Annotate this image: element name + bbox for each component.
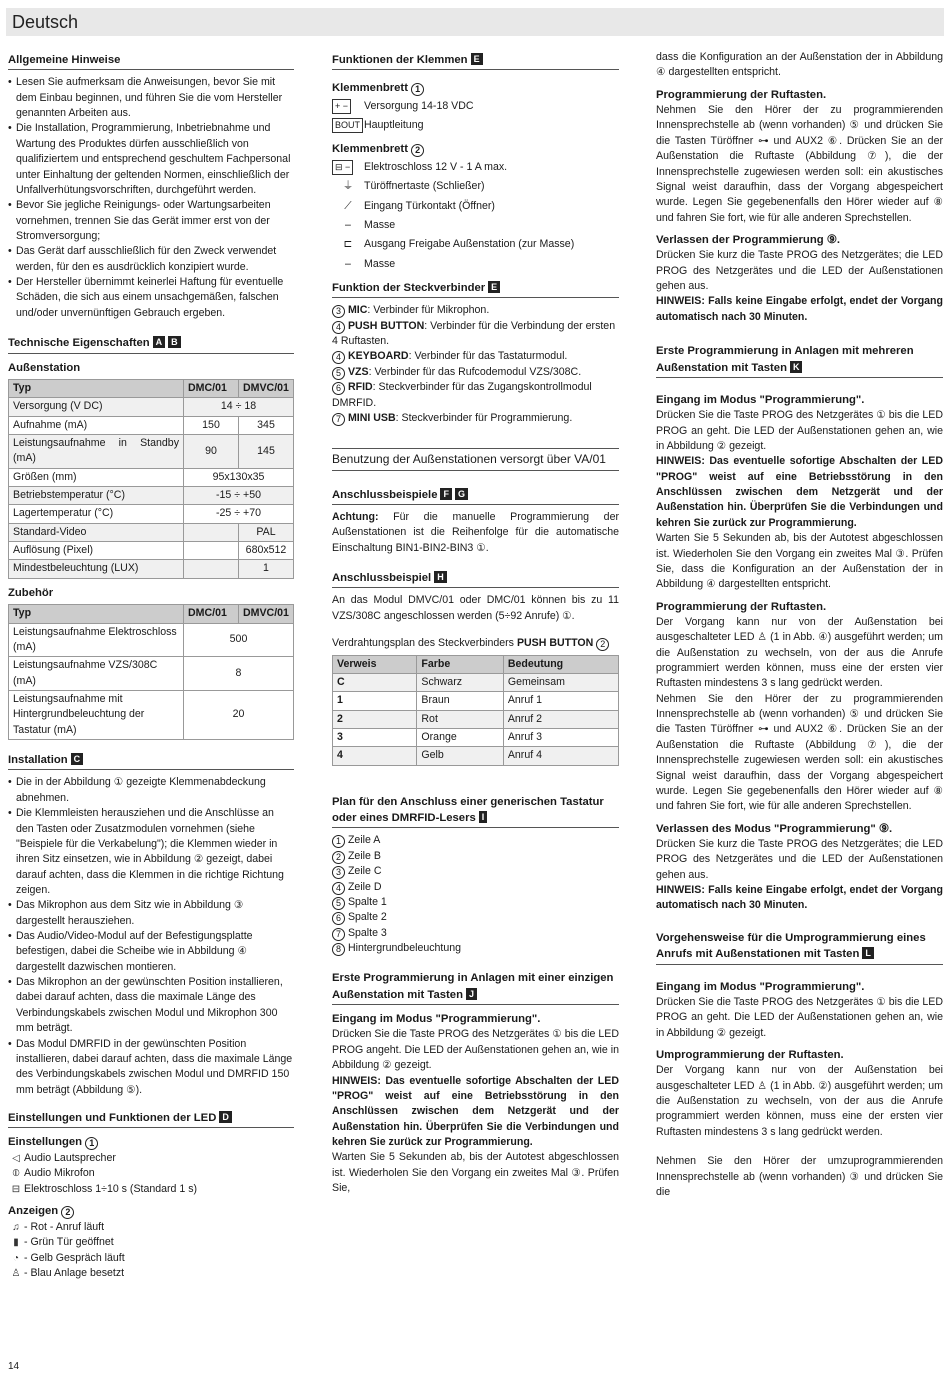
- install-list: [8, 775, 294, 1098]
- speech-icon: ◔: [12, 1252, 20, 1264]
- paragraph: Drücken Sie die Taste PROG des Netzgerätes ① bis die LED PROG an geht. Die LED der Außenstationen gehen an, wie in Abbildung ② gezeigt.: [656, 409, 943, 452]
- subsection-title: Klemmenbrett 2: [332, 141, 619, 157]
- table-row: + − Versorgung 14-18 VDC: [332, 97, 619, 116]
- table-row: BOUT Hauptleitung: [332, 116, 619, 135]
- steck-item: 6 RFID: Steckverbinder für das Zugangskontrollmodul DMRFID.: [332, 381, 592, 409]
- plan-caption: Verdrahtungsplan des Steckverbinders PUSH BUTTON 2: [332, 636, 619, 651]
- hinweis-text: HINWEIS: Das eventuelle sofortige Abschalten der LED "PROG" weist auf eine Betriebsstörung in den Anschlüssen zwischen dem Netzgerät und der Außenstation hin. Überprüfen Sie die Verbindungen und kehren Sie zurück zur Programmierung.: [332, 1074, 619, 1148]
- tast-item: 6 Spalte 2: [332, 910, 619, 925]
- subsection-title: Anzeigen 2: [8, 1203, 294, 1219]
- list-item: • Das Mikrophon an der gewünschten Position installieren, dabei darauf achten, dass die maximale Länge des Verbindungskabels zwischen Modul und Mikrophon 300 mm beträgt.: [8, 975, 294, 1036]
- steck-item: 4 KEYBOARD: Verbinder für das Tastaturmodul.: [332, 349, 619, 364]
- column-2: [332, 52, 619, 1196]
- paragraph: Drücken Sie kurz die Taste PROG des Netzgerätes; die LED PROG des Netzgerätes und die LED der Außenstationen gehen aus.: [656, 838, 943, 881]
- table-row: 2 Rot Anruf 2: [333, 710, 619, 728]
- table-row: ⊏ Ausgang Freigabe Außenstation (zur Masse): [343, 238, 575, 251]
- einst-item: ⦶ Audio Mikrofon: [8, 1166, 294, 1182]
- subsection-title: Programmierung der Ruftasten.: [656, 600, 827, 613]
- hinweise-list: [8, 75, 294, 321]
- table-row: Leistungsaufnahme Elektroschloss (mA) 500: [9, 623, 294, 657]
- section-title: Funktion der Steckverbinder E: [332, 280, 619, 298]
- table-row: 4 Gelb Anruf 4: [333, 747, 619, 765]
- subsection-title: Eingang im Modus "Programmierung".: [656, 980, 865, 993]
- page-header: Deutsch: [6, 8, 944, 36]
- table-row: Lagertemperatur (°C) -25 ÷ +70: [9, 505, 294, 523]
- table-row: Mindestbeleuchtung (LUX) 1: [9, 560, 294, 578]
- speaker-icon: ◁: [12, 1152, 20, 1164]
- table-row: ⊟ − Elektroschloss 12 V - 1 A max.: [332, 158, 619, 177]
- section-title: Einstellungen und Funktionen der LED D: [8, 1110, 294, 1128]
- hinweis-text: HINWEIS: Falls keine Eingabe erfolgt, endet der Vorgang automatisch nach 30 Minuten.: [656, 295, 943, 323]
- list-item: • Lesen Sie aufmerksam die Anweisungen, bevor Sie mit dem Einbau beginnen, und führen Sie die vom Hersteller genannten Arbeiten aus.: [8, 75, 294, 121]
- table-row: Leistungsaufnahme VZS/308C (mA) 8: [9, 657, 294, 691]
- microphone-icon: ⦶: [12, 1168, 20, 1180]
- section-title: Allgemeine Hinweise: [8, 52, 294, 70]
- paragraph: An das Modul DMVC/01 oder DMC/01 können bis zu 11 VZS/308C angeschlossen werden (5÷92 Anrufe) ①.: [332, 594, 619, 622]
- section-title: Installation C: [8, 752, 294, 770]
- section-title: Erste Programmierung in Anlagen mit einer einzigen Außenstation mit Tasten J: [332, 970, 619, 1005]
- table-row: ⟋ Eingang Türkontakt (Öffner): [344, 199, 495, 212]
- table-row: Aufnahme (mA) 150 345: [9, 416, 294, 434]
- steck-item: 3 MIC: Verbinder für Mikrophon.: [332, 303, 619, 318]
- table-row: 3 Orange Anruf 3: [333, 728, 619, 746]
- list-item: • Das Gerät darf ausschließlich für den Zweck verwendet werden, für den es ausdrücklich konzipiert wurde.: [8, 244, 294, 275]
- anz-item: ♙ - Blau Anlage besetzt: [8, 1266, 294, 1282]
- subsection-title: Eingang im Modus "Programmierung".: [332, 1013, 541, 1026]
- subsection-title: Programmierung der Ruftasten.: [656, 88, 827, 101]
- einst-item: ⊟ Elektroschloss 1÷10 s (Standard 1 s): [8, 1182, 294, 1198]
- steck-item: 5 VZS: Verbinder für das Rufcodemodul VZS/308C.: [332, 365, 619, 380]
- anz-item: ♫ - Rot - Anruf läuft: [8, 1220, 294, 1236]
- anz-item: ◔ - Gelb Gespräch läuft: [8, 1251, 294, 1267]
- table-row: – Masse: [345, 218, 396, 231]
- tast-item: 3 Zeile C: [332, 864, 619, 879]
- paragraph: Nehmen Sie den Hörer der zu programmierenden Innensprechstelle ab (wenn vorhanden) ⑤ und drücken Sie die Tasten Türöffner ⊶ und AUX2 ⑥. Drücken Sie an der Außenstation die Ruftaste (Abbildung ⑦), die der Innensprechstelle zugewiesen werden soll: ein akustisches Signal weist daraufhin, dass der Vorgang abgespeichert wurde. Legen Sie gegebenenfalls den Hörer wieder auf ⑧ und fahren Sie fort, wie für alle anderen Sprechstellen.: [656, 104, 943, 224]
- list-item: • Das Modul DMRFID in der gewünschten Position installieren, dabei darauf achten, dass die maximale Länge des Verbindungskabels zwischen Modul und DMRFID 150 mm beträgt (Abbildung ⑤).: [8, 1037, 294, 1098]
- paragraph: Drücken Sie die Taste PROG des Netzgerätes ① bis die LED PROG angeht. Die LED der Außenstationen gehen an, wie in Abbildung ② gezeigt.: [332, 1028, 619, 1072]
- list-item: • Der Hersteller übernimmt keinerlei Haftung für eventuelle Schäden, die sich aus einem unsachgemäßen, falschen und/oder unvernünftigen Gebrauch ergeben.: [8, 275, 294, 321]
- achtung-text: Achtung: Für die manuelle Programmierung der Außenstationen ist die Reihenfolge für die automatische Einschaltung BIN1-BIN2-BIN3 ①.: [332, 511, 619, 554]
- paragraph: Der Vorgang kann nur von der Außenstation bei ausgeschalteter LED ♙ (1 in Abb. ②) ausgeführt werden; um die Außenstation zu wechseln, von der aus die Anrufe programmiert werden können, muss eine der ersten vier Ruftasten mindestens 3 s lang gedrückt werden.: [656, 1064, 943, 1138]
- hinweis-text: HINWEIS: Falls keine Eingabe erfolgt, endet der Vorgang automatisch nach 30 Minuten.: [656, 884, 943, 912]
- bell-icon: ♫: [12, 1221, 20, 1233]
- paragraph: Der Vorgang kann nur von der Außenstation bei ausgeschalteter LED ♙ (1 in Abb. ④) ausgeführt werden; um die Außenstation zu wechseln, von der aus die Anrufe programmiert werden können, muss eine der ersten vier Ruftasten mindestens 3 s lang gedrückt werden.: [656, 615, 943, 690]
- list-item: • Das Audio/Video-Modul auf der Befestigungsplatte befestigen, dabei die Scheibe wie in Abbildung ④ dargestellt dazwischen montieren.: [8, 929, 294, 975]
- section-title: Funktionen der Klemmen E: [332, 52, 619, 70]
- paragraph: dass die Konfiguration an der Außenstation der in Abbildung ④ dargestellten entspricht.: [656, 51, 943, 79]
- section-title: Plan für den Anschluss einer generischen Tastatur oder eines DMRFID-Lesers I: [332, 794, 619, 829]
- subsection-title: Verlassen des Modus "Programmierung" ⑨.: [656, 822, 893, 835]
- column-3: [656, 50, 943, 1200]
- paragraph: Drücken Sie die Taste PROG des Netzgerätes ① bis die LED PROG an geht. Die LED der Außenstationen gehen an, wie in Abbildung ② gezeigt.: [656, 995, 943, 1039]
- kb1-table: [332, 97, 619, 136]
- anz-item: ▮ - Grün Tür geöffnet: [8, 1235, 294, 1251]
- table-row: C Schwarz Gemeinsam: [333, 673, 619, 691]
- paragraph: Nehmen Sie den Hörer der umzuprogrammierenden Innensprechstelle ab (wenn vorhanden) ③ und drücken Sie die: [656, 1155, 943, 1198]
- table-row: Leistungsaufnahme mit Hintergrundbeleuchtung der Tastatur (mA) 20: [9, 691, 294, 740]
- table-row: Leistungsaufnahme in Standby (mA) 90 145: [9, 434, 294, 468]
- table-row: 1 Braun Anruf 1: [333, 692, 619, 710]
- busy-icon: ♙: [11, 1268, 21, 1280]
- list-item: • Die Klemmleisten herausziehen und die Anschlüsse an den Tasten oder Zusatzmodulen vornehmen (siehe "Beispiele für die Verkabelung"); die Klemmen wieder in ihren Sitz einsetzen, wie in Abbildung ② gezeigt, dabei darauf achten, dass die Klemmen in die richtige Richtung zeigen.: [8, 806, 294, 898]
- section-title: Anschlussbeispiele F G: [332, 487, 619, 505]
- list-item: • Bevor Sie jegliche Reinigungs- oder Wartungsarbeiten vornehmen, trennen Sie das Gerät immer erst von der Stromversorgung;: [8, 198, 294, 244]
- page-number: 14: [8, 1361, 20, 1372]
- table-row: Größen (mm) 95x130x35: [9, 468, 294, 486]
- tast-item: 7 Spalte 3: [332, 926, 619, 941]
- subsection-title: Zubehör: [8, 586, 54, 599]
- plan-table: Verweis Farbe Bedeutung C Schwarz Gemeinsam 1 Braun Anruf 1 2 Rot Anruf 2 3 Orange Anruf 3 4 Gelb Anruf 4: [332, 655, 619, 766]
- list-item: • Die in der Abbildung ① gezeigte Klemmenabdeckung abnehmen.: [8, 775, 294, 806]
- table-row: ⏚ Türöffnertaste (Schließer): [342, 180, 485, 193]
- section-title: Erste Programmierung in Anlagen mit mehreren Außenstation mit Tasten K: [656, 343, 943, 378]
- table-row: – Masse: [345, 257, 396, 270]
- einst-item: ◁ Audio Lautsprecher: [8, 1151, 294, 1167]
- steck-item: 7 MINI USB: Steckverbinder für Programmierung.: [332, 411, 619, 426]
- paragraph: Drücken Sie kurz die Taste PROG des Netzgerätes; die LED PROG des Netzgerätes und die LED der Außenstationen gehen aus.: [656, 249, 943, 293]
- hinweis-text: HINWEIS: Das eventuelle sofortige Abschalten der LED "PROG" weist auf eine Betriebsstörung in den Anschlüssen zwischen dem Netzgerät und der Außenstation hin. Überprüfen Sie die Verbindungen und kehren Sie zurück zur Programmierung.: [656, 455, 943, 529]
- subsection-title: Umprogrammierung der Ruftasten.: [656, 1049, 844, 1061]
- subsection-title: Eingang im Modus "Programmierung".: [656, 393, 865, 406]
- table-row: Versorgung (V DC) 14 ÷ 18: [9, 398, 294, 416]
- zubehoer-table: Typ DMC/01 DMVC/01 Leistungsaufnahme Elektroschloss (mA) 500 Leistungsaufnahme VZS/308C (mA) 8 Leistungsaufnahme mit Hintergrundbeleuchtung der Tastatur (mA) 20: [8, 604, 294, 740]
- section-title: Anschlussbeispiel H: [332, 570, 619, 588]
- steck-item: 4 PUSH BUTTON: Verbinder für die Verbindung der ersten 4 Ruftasten.: [332, 319, 616, 348]
- lock-icon: ⊟: [11, 1183, 21, 1195]
- table-row: Auflösung (Pixel) 680x512: [9, 542, 294, 560]
- subsection-title: Außenstation: [8, 361, 81, 374]
- table-row: Betriebstemperatur (°C) -15 ÷ +50: [9, 487, 294, 505]
- subsection-title: Einstellungen 1: [8, 1134, 294, 1150]
- tast-item: 5 Spalte 1: [332, 895, 619, 910]
- subsection-title: Klemmenbrett 1: [332, 80, 619, 96]
- column-1: [8, 52, 294, 1282]
- tast-item: 4 Zeile D: [332, 880, 619, 895]
- aussen-table: Typ DMC/01 DMVC/01 Versorgung (V DC) 14 ÷ 18 Aufnahme (mA) 150 345 Leistungsaufnahme in Standby (mA) 90 145 Größen (mm) 95x130x35 Betriebstemperatur (°C) -15 ÷ +50 Lagertemperatur (°C) -25 ÷ +70 Standard-Video PAL Auflösung (Pixel) 680x512 Mindestbeleuchtung (LUX) 1: [8, 379, 294, 579]
- tast-item: 2 Zeile B: [332, 849, 619, 864]
- list-item: • Die Installation, Programmierung, Inbetriebnahme und Wartung des Produktes dürfen ausschließlich von qualifiziertem und entsprechend geschultem Fachpersonal unter Einhaltung der geltenden Normen, einschließlich der Unfallverhütungsvorschriften, durchgeführt werden.: [8, 121, 294, 198]
- paragraph: Warten Sie 5 Sekunden ab, bis der Autotest abgeschlossen ist. Wiederholen Sie den Vorgang ein zweites Mal ③. Prüfen Sie, dass die Konfiguration an der Außenstation der in Abbildung ④ dargestellten entspricht.: [656, 532, 943, 591]
- kb2-table: [332, 158, 619, 274]
- section-title: Benutzung der Außenstationen versorgt über VA/01: [332, 448, 619, 470]
- tast-item: 1 Zeile A: [332, 833, 619, 848]
- list-item: • Das Mikrophon aus dem Sitz wie in Abbildung ③ dargestellt herausziehen.: [8, 898, 294, 929]
- table-row: Standard-Video PAL: [9, 523, 294, 541]
- paragraph: Warten Sie 5 Sekunden ab, bis der Autotest abgeschlossen ist. Wiederholen Sie den Vorgang ein zweites Mal ③. Prüfen Sie,: [332, 1151, 619, 1195]
- tast-item: 8 Hintergrundbeleuchtung: [332, 941, 619, 956]
- subsection-title: Verlassen der Programmierung ⑨.: [656, 233, 841, 246]
- door-icon: ▮: [13, 1237, 19, 1249]
- section-title: Technische Eigenschaften A B: [8, 335, 294, 353]
- paragraph: Nehmen Sie den Hörer der zu programmierenden Innensprechstelle ab (wenn vorhanden) ⑤ und drücken Sie die Tasten Türöffner ⊶ und AUX2 ⑥. Drücken Sie an der Außenstation die Ruftaste (Abbildung ⑦), die der Innensprechstelle zugewiesen werden soll: ein akustisches Signal weist daraufhin, dass der Vorgang abgespeichert wurde. Legen Sie gegebenenfalls den Hörer wieder auf ⑧ und fahren Sie fort, wie für alle anderen Sprechstellen.: [656, 692, 943, 813]
- section-title: Vorgehensweise für die Umprogrammierung eines Anrufs mit Außenstationen mit Tasten L: [656, 930, 943, 965]
